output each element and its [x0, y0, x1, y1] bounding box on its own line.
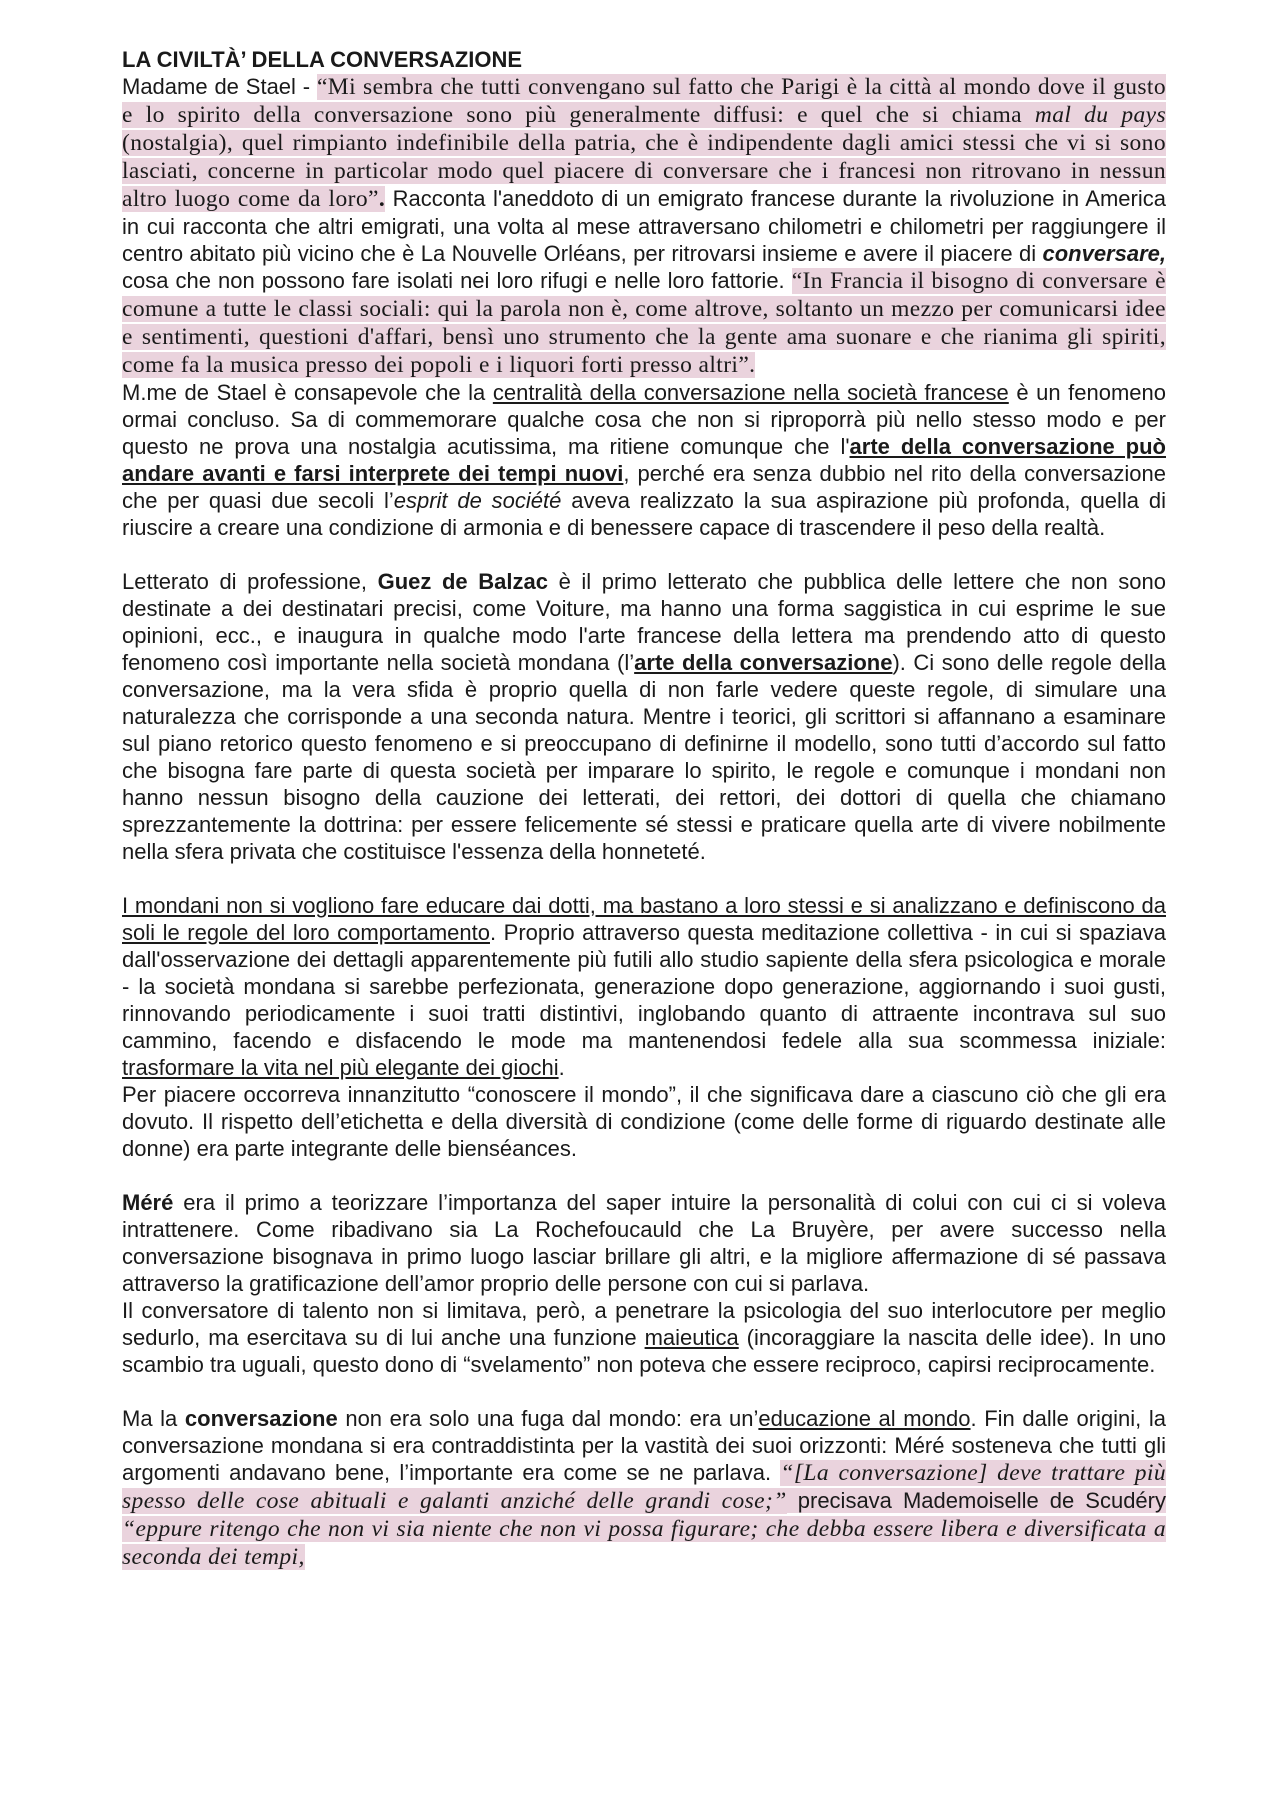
anecdote-text: cosa che non possono fare isolati nei loro rifugi e nelle loro fattorie. — [122, 268, 792, 293]
quote-scudery-2: “eppure ritengo che non vi sia niente che non vi possa figurare; che debba essere libera e diversificata a seconda dei tempi, — [122, 1516, 1166, 1570]
quote-scudery-1: “[La conversazione] deve trattare più spesso delle cose abituali e galanti anziché delle grandi cose;” — [122, 1460, 1166, 1514]
paragraph-balzac — [122, 568, 1166, 865]
text: . Fin dalle origini, la conversazione mondana si era contraddistinta per la vastità dei suoi orizzonti: Méré sosteneva che tutti gli argomenti andavano bene, l’importante era come se ne parlava. — [122, 1406, 1166, 1485]
bold-mere: Méré — [122, 1190, 174, 1215]
text: Letterato di professione, — [122, 569, 378, 594]
keyword-conversare: conversare, — [1042, 241, 1166, 266]
quote-text: “Mi sembra che tutti convengano sul fatto che Parigi è la città al mondo dove il gusto e lo spirito della conversazione sono più generalmente diffusi: e quel che si chiama — [122, 74, 1166, 128]
document-page — [122, 46, 1166, 1571]
paragraph-gap — [122, 541, 1166, 568]
text: (incoraggiare la nascita delle idee). In uno scambio tra uguali, questo dono di “svelamento” non poteva che essere reciproco, capirsi reciprocamente. — [122, 1325, 1166, 1377]
underlined-centralita: centralità della conversazione nella società francese — [492, 380, 1009, 405]
bold-guez-de-balzac: Guez de Balzac — [377, 569, 548, 594]
bold-underlined-arte-conversazione: arte della conversazione — [634, 650, 893, 675]
text: . — [558, 1055, 565, 1080]
anecdote-text: Racconta l'aneddoto di un emigrato francese durante la rivoluzione in America in cui racconta che altri emigrati, una volta al mese attraversano chilometri e chilometri per raggiungere il centro abitato più vicino che è La Nouvelle Orléans, per ritrovarsi insieme e avere il piacere di — [122, 186, 1166, 266]
paragraph-educazione — [122, 1405, 1166, 1571]
quote-francia: “In Francia il bisogno di conversare è comune a tutte le classi sociali: qui la parola non è, come altrove, soltanto un mezzo per comunicarsi idee e sentimenti, questioni d'affari, bensì uno strumento che la gente ama suonare e che rianima gli spiriti, come fa la musica presso dei popoli e i liquori forti presso altri”. — [122, 268, 1166, 378]
underlined-mondani: I mondani non si vogliono fare educare dai dotti, ma bastano a loro stessi e si analizzano e definiscono da soli le regole del loro comportamento — [122, 893, 1166, 945]
bold-conversazione: conversazione — [184, 1406, 338, 1431]
underlined-educazione: educazione al mondo — [758, 1406, 971, 1431]
paragraph-gap — [122, 865, 1166, 892]
highlighted-text: precisava Mademoiselle de Scudéry — [786, 1488, 1166, 1513]
paragraph-conversatore — [122, 1297, 1166, 1378]
text: è il primo letterato che pubblica delle lettere che non sono destinate a dei destinatari precisi, come Voiture, ma hanno una forma saggistica in cui esprime le sue opinioni, ecc., e inaugura in qualche modo l'arte francese della lettera ma prendendo atto di questo fenomeno così importante nella società mondana (l’ — [122, 569, 1167, 675]
text: aveva realizzato la sua aspirazione più profonda, quella di riuscire a creare una condizione di armonia e di benessere capace di trascendere il peso della realtà. — [122, 488, 1166, 540]
underlined-trasformare: trasformare la vita nel più elegante dei giochi — [122, 1055, 559, 1080]
text: , perché era senza dubbio nel rito della conversazione che per quasi due secoli l’ — [122, 461, 1166, 513]
paragraph-gap — [122, 1378, 1166, 1405]
paragraph-mondani — [122, 892, 1166, 1081]
paragraph-gap — [122, 1162, 1166, 1189]
text: M.me de Stael è consapevole che la — [122, 380, 493, 405]
paragraph-mere — [122, 1189, 1166, 1297]
text: Il conversatore di talento non si limitava, però, a penetrare la psicologia del suo interlocutore per meglio sedurlo, ma esercitava su di lui anche una funzione — [122, 1298, 1166, 1350]
text: . Proprio attraverso questa meditazione collettiva - in cui si spaziava dall'osservazione dei dettagli apparentemente più futili allo studio sapiente della sfera psicologica e morale - la società mondana si sarebbe perfezionata, generazione dopo generazione, aggiornando i suoi gusti, rinnovando periodicamente i suoi tratti distintivi, inglobando quanto di attraente incontrava sul suo cammino, facendo e disfacendo le mode ma mantenendosi fedele alla sua scommessa iniziale: — [122, 920, 1166, 1053]
text: ). Ci sono delle regole della conversazione, ma la vera sfida è proprio quella di non farle vedere queste regole, di simulare una naturalezza che corrisponde a una seconda natura. Mentre i teorici, gli scrittori si affannano a esaminare sul piano retorico questo fenomeno e si preoccupano di definirne il modello, sono tutti d’accordo sul fatto che bisogna fare parte di questa società per imparare lo spirito, le regole e comunque i mondani non hanno nessun bisogno della cauzione dei letterati, dei rettori, dei dottori di quella che chiamano sprezzantemente la dottrina: per essere felicemente sé stessi e praticare quella arte di vivere nobilmente nella sfera privata che costituisce l'essenza della honneteté. — [122, 650, 1167, 864]
text: è un fenomeno ormai concluso. Sa di commemorare qualche cosa che non si riproporrà più nello stesso modo e per questo ne prova una nostalgia acutissima, ma ritiene comunque che l' — [122, 380, 1166, 459]
paragraph-piacere: Per piacere occorreva innanzitutto “conoscere il mondo”, il che significava dare a ciascuno ciò che gli era dovuto. Il rispetto dell’etichetta e della diversità di condizione (come delle forme di riguardo destinate alle donne) era parte integrante delle bienséances. — [122, 1082, 1166, 1161]
paragraph-stael-nostalgia — [122, 379, 1166, 541]
quote-emphasis: mal du pays — [1034, 102, 1167, 128]
text: Ma la — [122, 1406, 185, 1431]
text: era il primo a teorizzare l’importanza del saper intuire la personalità di colui con cui ci si voleva intrattenere. Come ribadivano sia La Rochefoucauld che La Bruyère, per avere successo nella conversazione bisognava in primo luogo lasciar brillare gli altri, e la migliore affermazione di sé passava attraverso la gratificazione dell’amor proprio delle persone con cui si parlava. — [122, 1190, 1166, 1296]
underlined-maieutica: maieutica — [644, 1325, 739, 1350]
quote-text: (nostalgia), quel rimpianto indefinibile della patria, che è indipendente dagli amici stessi che vi si sono lasciati, concerne in particolar modo quel piacere di conversare che i francesi non ritrovano in nessun altro luogo come da loro” — [122, 130, 1166, 212]
italic-esprit: esprit de société — [393, 488, 562, 513]
bold-underlined-arte: arte della conversazione può andare avanti e farsi interprete dei tempi nuovi — [122, 434, 1166, 486]
author-lead: Madame de Stael - — [122, 74, 317, 99]
paragraph-stael-intro — [122, 73, 1166, 379]
quote-end: . — [378, 186, 386, 212]
text: non era solo una fuga dal mondo: era un’ — [337, 1406, 759, 1431]
page-title: LA CIVILTÀ’ DELLA CONVERSAZIONE — [122, 47, 523, 72]
